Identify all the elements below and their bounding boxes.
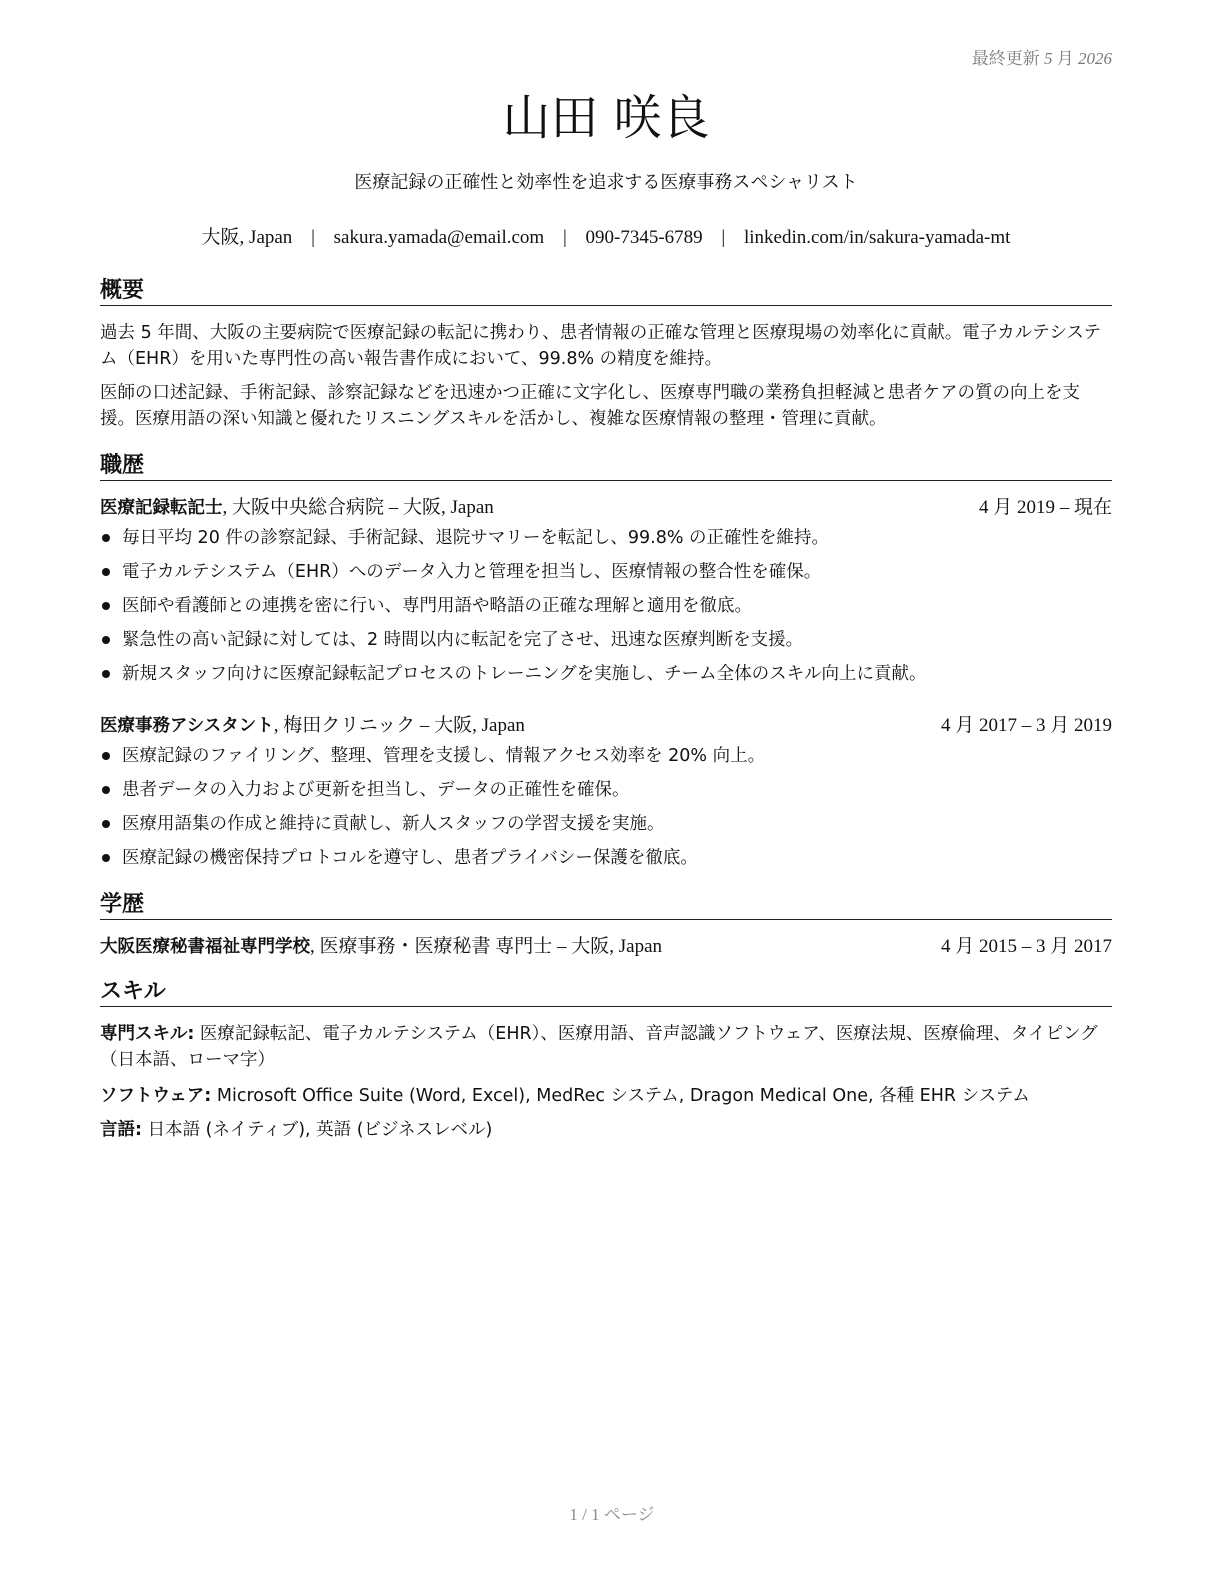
contact-separator: | [721,227,726,248]
skill-label: 言語: [100,1120,142,1140]
bullet-text: 医師や看護師との連携を密に行い、専門用語や略語の正確な理解と適用を徹底。 [122,596,752,616]
list-item [100,739,1112,773]
experience-section [100,452,1112,875]
job-title: 医療記録転記士 [100,498,223,518]
summary-paragraph: 医師の口述記録、手術記録、診察記録などを迅速かつ正確に文字化し、医療専門職の業務負担軽減と患者ケアの質の向上を支援。医療用語の深い知識と優れたリスニングスキルを活かし、複雑な医療情報の整理・管理に貢献。 [100,383,1080,429]
job-bullets [100,521,1112,691]
skill-value: 医療記録転記、電子カルテシステム（EHR）、医療用語、音声認識ソフトウェア、医療法規、医療倫理、タイピング（日本語、ローマ字） [100,1024,1098,1070]
list-item [100,589,1112,623]
skill-label: ソフトウェア: [100,1086,212,1106]
bullet-icon [102,820,110,828]
skill-line [100,1083,1112,1109]
contact-email[interactable]: sakura.yamada@email.com [333,227,545,248]
bullet-icon [102,752,110,760]
updated-month: 5 [1044,49,1053,68]
contact-linkedin[interactable]: linkedin.com/in/sakura-yamada-mt [743,227,1011,248]
section-title-education: 学歴 [100,891,1112,920]
education-detail: , 医療事務・医療秘書 専門士 – 大阪, Japan [310,936,663,957]
contact-line [100,225,1112,251]
contact-separator: | [562,227,567,248]
contact-location: 大阪, Japan [201,227,293,248]
bullet-text: 毎日平均 20 件の診察記録、手術記録、退院サマリーを転記し、99.8% の正確性を維持。 [122,528,830,548]
job-title: 医療事務アシスタント [100,716,274,736]
last-updated [972,44,1112,69]
list-item [100,773,1112,807]
bullet-text: 医療記録のファイリング、整理、管理を支援し、情報アクセス効率を 20% 向上。 [122,746,766,766]
summary-section [100,277,1112,432]
list-item [100,555,1112,589]
skill-value: 日本語 (ネイティブ), 英語 (ビジネスレベル) [142,1120,493,1140]
bullet-text: 医療用語集の作成と維持に貢献し、新人スタッフの学習支援を実施。 [122,814,665,834]
job-bullets [100,739,1112,875]
bullet-text: 新規スタッフ向けに医療記録転記プロセスのトレーニングを実施し、チーム全体のスキル向上に貢献。 [122,664,927,684]
skill-value: Microsoft Office Suite (Word, Excel), MedRec システム, Dragon Medical One, 各種 EHR システム [211,1086,1030,1106]
bullet-icon [102,670,110,678]
updated-label: 最終更新 [971,49,1040,68]
updated-month-unit: 月 [1056,49,1074,68]
bullet-icon [102,636,110,644]
job-entry [100,495,1112,691]
education-date: 4 月 2015 – 3 月 2017 [940,936,1112,957]
bullet-icon [102,568,110,576]
list-item [100,841,1112,875]
section-title-experience: 職歴 [100,452,1112,481]
bullet-icon [102,786,110,794]
skill-label: 専門スキル: [100,1024,195,1044]
bullet-icon [102,854,110,862]
skill-line [100,1117,1112,1143]
skill-line [100,1021,1112,1073]
list-item [100,521,1112,555]
section-title-skills: スキル [100,978,1112,1007]
summary-paragraph: 過去 5 年間、大阪の主要病院で医療記録の転記に携わり、患者情報の正確な管理と医療現場の効率化に貢献。電子カルテシステム（EHR）を用いた専門性の高い報告書作成において、99.8% の精度を維持。 [100,323,1102,369]
school-name: 大阪医療秘書福祉専門学校 [100,937,310,957]
job-header [100,713,1112,739]
person-name: 山田 咲良 [502,90,710,146]
job-entry [100,713,1112,875]
job-header [100,495,1112,521]
section-title-summary: 概要 [100,277,1112,306]
job-org: , 梅田クリニック – 大阪, Japan [273,715,525,736]
education-section [100,891,1112,960]
updated-year: 2026 [1078,49,1112,68]
bullet-text: 患者データの入力および更新を担当し、データの正確性を確保。 [122,780,630,800]
education-entry [100,934,1112,960]
skills-section [100,978,1112,1143]
bullet-text: 電子カルテシステム（EHR）へのデータ入力と管理を担当し、医療情報の整合性を確保。 [122,562,822,582]
contact-separator: | [311,227,315,248]
bullet-icon [102,602,110,610]
bullet-text: 医療記録の機密保持プロトコルを遵守し、患者プライバシー保護を徹底。 [122,848,698,868]
contact-phone[interactable]: 090-7345-6789 [585,227,703,248]
tagline: 医療記録の正確性と効率性を追求する医療事務スペシャリスト [354,172,858,193]
bullet-text: 緊急性の高い記録に対しては、2 時間以内に転記を完了させ、迅速な医療判断を支援。 [122,630,804,650]
list-item [100,657,1112,691]
job-date: 4 月 2017 – 3 月 2019 [940,715,1112,736]
job-date: 4 月 2019 – 現在 [978,497,1112,518]
job-org: , 大阪中央総合病院 – 大阪, Japan [222,497,494,518]
list-item [100,807,1112,841]
list-item [100,623,1112,657]
bullet-icon [102,534,110,542]
page-number: 1 / 1 ページ [569,1505,655,1524]
